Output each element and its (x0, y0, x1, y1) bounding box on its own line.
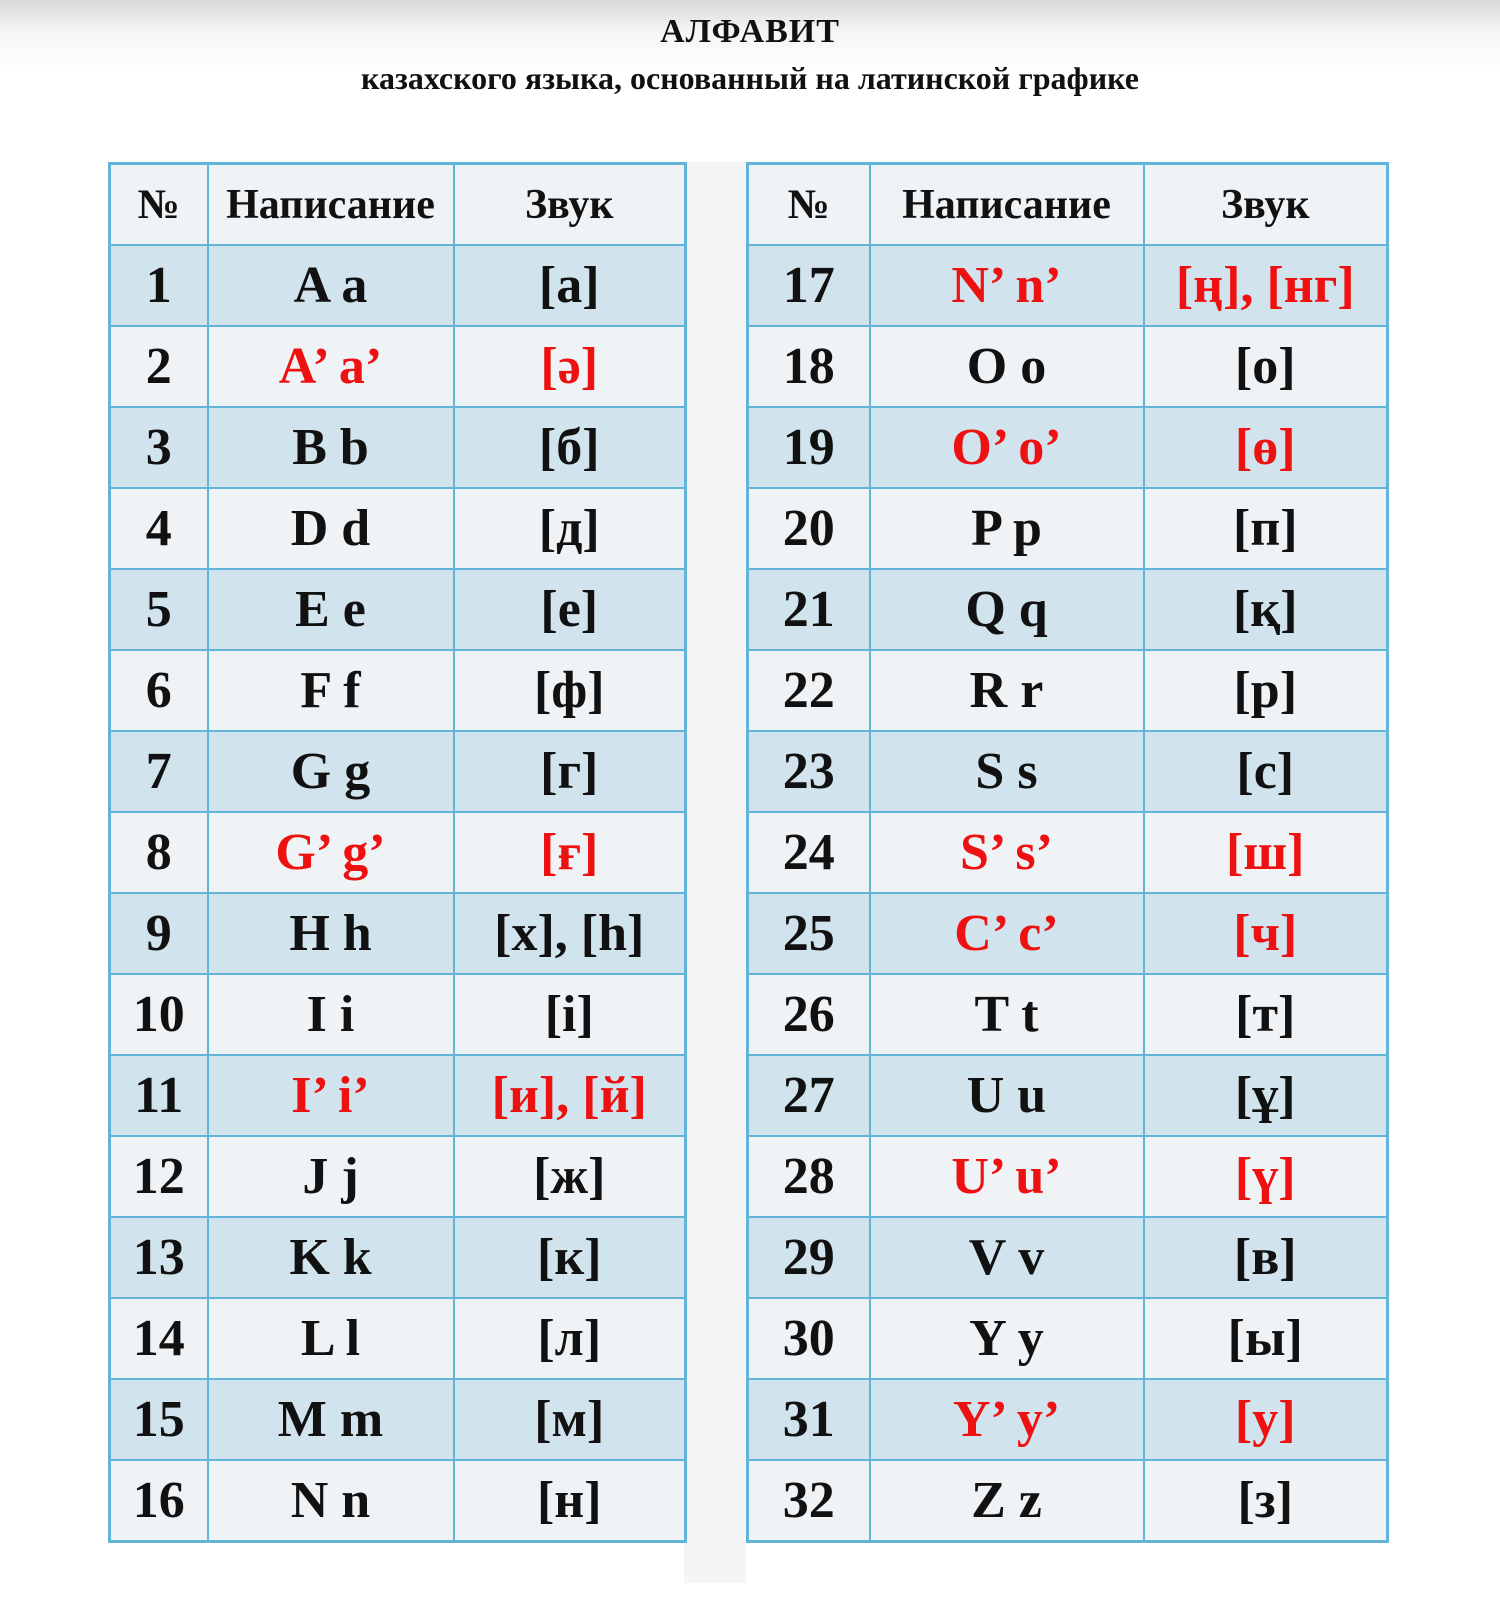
letter-writing: K k (208, 1217, 454, 1298)
letter-writing: N n (208, 1460, 454, 1542)
table-row (110, 1055, 686, 1136)
letter-writing: S’ s’ (870, 812, 1144, 893)
table-row (110, 731, 686, 812)
letter-sound: [о] (1144, 326, 1388, 407)
letter-sound: [ғ] (454, 812, 686, 893)
header-writing: Написание (870, 164, 1144, 246)
table-header-row (748, 164, 1388, 246)
letter-writing: Y’ y’ (870, 1379, 1144, 1460)
letter-number: 5 (110, 569, 208, 650)
letter-sound: [з] (1144, 1460, 1388, 1542)
letter-sound: [т] (1144, 974, 1388, 1055)
letter-number: 7 (110, 731, 208, 812)
letter-writing: E e (208, 569, 454, 650)
letter-writing: Q q (870, 569, 1144, 650)
letter-sound: [х], [h] (454, 893, 686, 974)
table-row (748, 326, 1388, 407)
letter-writing: C’ c’ (870, 893, 1144, 974)
letter-sound: [ы] (1144, 1298, 1388, 1379)
table-row (748, 245, 1388, 326)
letter-writing: R r (870, 650, 1144, 731)
table-row (748, 974, 1388, 1055)
letter-number: 18 (748, 326, 870, 407)
letter-number: 8 (110, 812, 208, 893)
letter-writing: A’ a’ (208, 326, 454, 407)
letter-writing: A a (208, 245, 454, 326)
letter-sound: [ү] (1144, 1136, 1388, 1217)
table-divider (684, 162, 746, 1583)
table-row (748, 893, 1388, 974)
letter-writing: Z z (870, 1460, 1144, 1542)
header-number: № (110, 164, 208, 246)
letter-sound: [ң], [нг] (1144, 245, 1388, 326)
table-row (748, 1460, 1388, 1542)
table-row (110, 1298, 686, 1379)
letter-writing: O’ o’ (870, 407, 1144, 488)
letter-number: 27 (748, 1055, 870, 1136)
letter-number: 30 (748, 1298, 870, 1379)
table-row (748, 650, 1388, 731)
table-row (110, 1136, 686, 1217)
letter-number: 4 (110, 488, 208, 569)
table-row (110, 974, 686, 1055)
table-row (748, 407, 1388, 488)
letter-writing: O o (870, 326, 1144, 407)
letter-number: 2 (110, 326, 208, 407)
letter-writing: P p (870, 488, 1144, 569)
table-row (110, 1217, 686, 1298)
letter-writing: F f (208, 650, 454, 731)
letter-writing: L l (208, 1298, 454, 1379)
letter-number: 14 (110, 1298, 208, 1379)
header-writing: Написание (208, 164, 454, 246)
letter-writing: N’ n’ (870, 245, 1144, 326)
table-header-row (110, 164, 686, 246)
letter-sound: [і] (454, 974, 686, 1055)
table-row (110, 1379, 686, 1460)
letter-number: 6 (110, 650, 208, 731)
letter-writing: G g (208, 731, 454, 812)
table-row (110, 407, 686, 488)
letter-sound: [д] (454, 488, 686, 569)
letter-number: 25 (748, 893, 870, 974)
letter-sound: [ө] (1144, 407, 1388, 488)
letter-sound: [у] (1144, 1379, 1388, 1460)
table-row (110, 1460, 686, 1542)
letter-number: 17 (748, 245, 870, 326)
table-row (110, 650, 686, 731)
table-row (110, 569, 686, 650)
table-row (748, 488, 1388, 569)
letter-number: 15 (110, 1379, 208, 1460)
table-row (110, 326, 686, 407)
letter-sound: [м] (454, 1379, 686, 1460)
letter-number: 31 (748, 1379, 870, 1460)
table-row (748, 1055, 1388, 1136)
letter-number: 28 (748, 1136, 870, 1217)
letter-writing: M m (208, 1379, 454, 1460)
letter-number: 11 (110, 1055, 208, 1136)
letter-number: 13 (110, 1217, 208, 1298)
letter-sound: [ж] (454, 1136, 686, 1217)
letter-number: 10 (110, 974, 208, 1055)
letter-sound: [ч] (1144, 893, 1388, 974)
alphabet-table-left (108, 162, 687, 1543)
header-number: № (748, 164, 870, 246)
letter-sound: [ш] (1144, 812, 1388, 893)
letter-writing: G’ g’ (208, 812, 454, 893)
letter-writing: I’ i’ (208, 1055, 454, 1136)
letter-sound: [ұ] (1144, 1055, 1388, 1136)
letter-sound: [қ] (1144, 569, 1388, 650)
letter-sound: [в] (1144, 1217, 1388, 1298)
table-row (110, 488, 686, 569)
table-row (748, 731, 1388, 812)
alphabet-rows-right (748, 245, 1388, 1542)
letter-sound: [ф] (454, 650, 686, 731)
letter-writing: J j (208, 1136, 454, 1217)
header-sound: Звук (1144, 164, 1388, 246)
letter-writing: D d (208, 488, 454, 569)
letter-sound: [г] (454, 731, 686, 812)
table-row (748, 1217, 1388, 1298)
letter-writing: S s (870, 731, 1144, 812)
document-subtitle: казахского языка, основанный на латинской графике (361, 60, 1139, 96)
letter-number: 32 (748, 1460, 870, 1542)
letter-sound: [п] (1144, 488, 1388, 569)
letter-sound: [к] (454, 1217, 686, 1298)
letter-sound: [и], [й] (454, 1055, 686, 1136)
letter-number: 23 (748, 731, 870, 812)
letter-writing: I i (208, 974, 454, 1055)
letter-number: 29 (748, 1217, 870, 1298)
letter-writing: B b (208, 407, 454, 488)
letter-writing: T t (870, 974, 1144, 1055)
table-row (748, 569, 1388, 650)
letter-number: 20 (748, 488, 870, 569)
header-sound: Звук (454, 164, 686, 246)
table-row (748, 1298, 1388, 1379)
letter-number: 3 (110, 407, 208, 488)
letter-number: 9 (110, 893, 208, 974)
letter-writing: U u (870, 1055, 1144, 1136)
document-title: АЛФАВИТ (660, 13, 840, 50)
alphabet-rows-left (110, 245, 686, 1542)
table-row (748, 1136, 1388, 1217)
table-row (110, 245, 686, 326)
letter-number: 22 (748, 650, 870, 731)
table-row (110, 812, 686, 893)
letter-sound: [е] (454, 569, 686, 650)
letter-number: 24 (748, 812, 870, 893)
letter-sound: [л] (454, 1298, 686, 1379)
letter-sound: [с] (1144, 731, 1388, 812)
letter-number: 1 (110, 245, 208, 326)
letter-writing: Y y (870, 1298, 1144, 1379)
alphabet-table-right (746, 162, 1389, 1543)
table-row (748, 812, 1388, 893)
table-row (748, 1379, 1388, 1460)
letter-number: 16 (110, 1460, 208, 1542)
letter-sound: [ә] (454, 326, 686, 407)
letter-writing: V v (870, 1217, 1144, 1298)
letter-number: 12 (110, 1136, 208, 1217)
letter-writing: H h (208, 893, 454, 974)
letter-sound: [р] (1144, 650, 1388, 731)
letter-number: 19 (748, 407, 870, 488)
letter-number: 21 (748, 569, 870, 650)
letter-writing: U’ u’ (870, 1136, 1144, 1217)
letter-sound: [а] (454, 245, 686, 326)
letter-sound: [н] (454, 1460, 686, 1542)
letter-number: 26 (748, 974, 870, 1055)
letter-sound: [б] (454, 407, 686, 488)
table-row (110, 893, 686, 974)
